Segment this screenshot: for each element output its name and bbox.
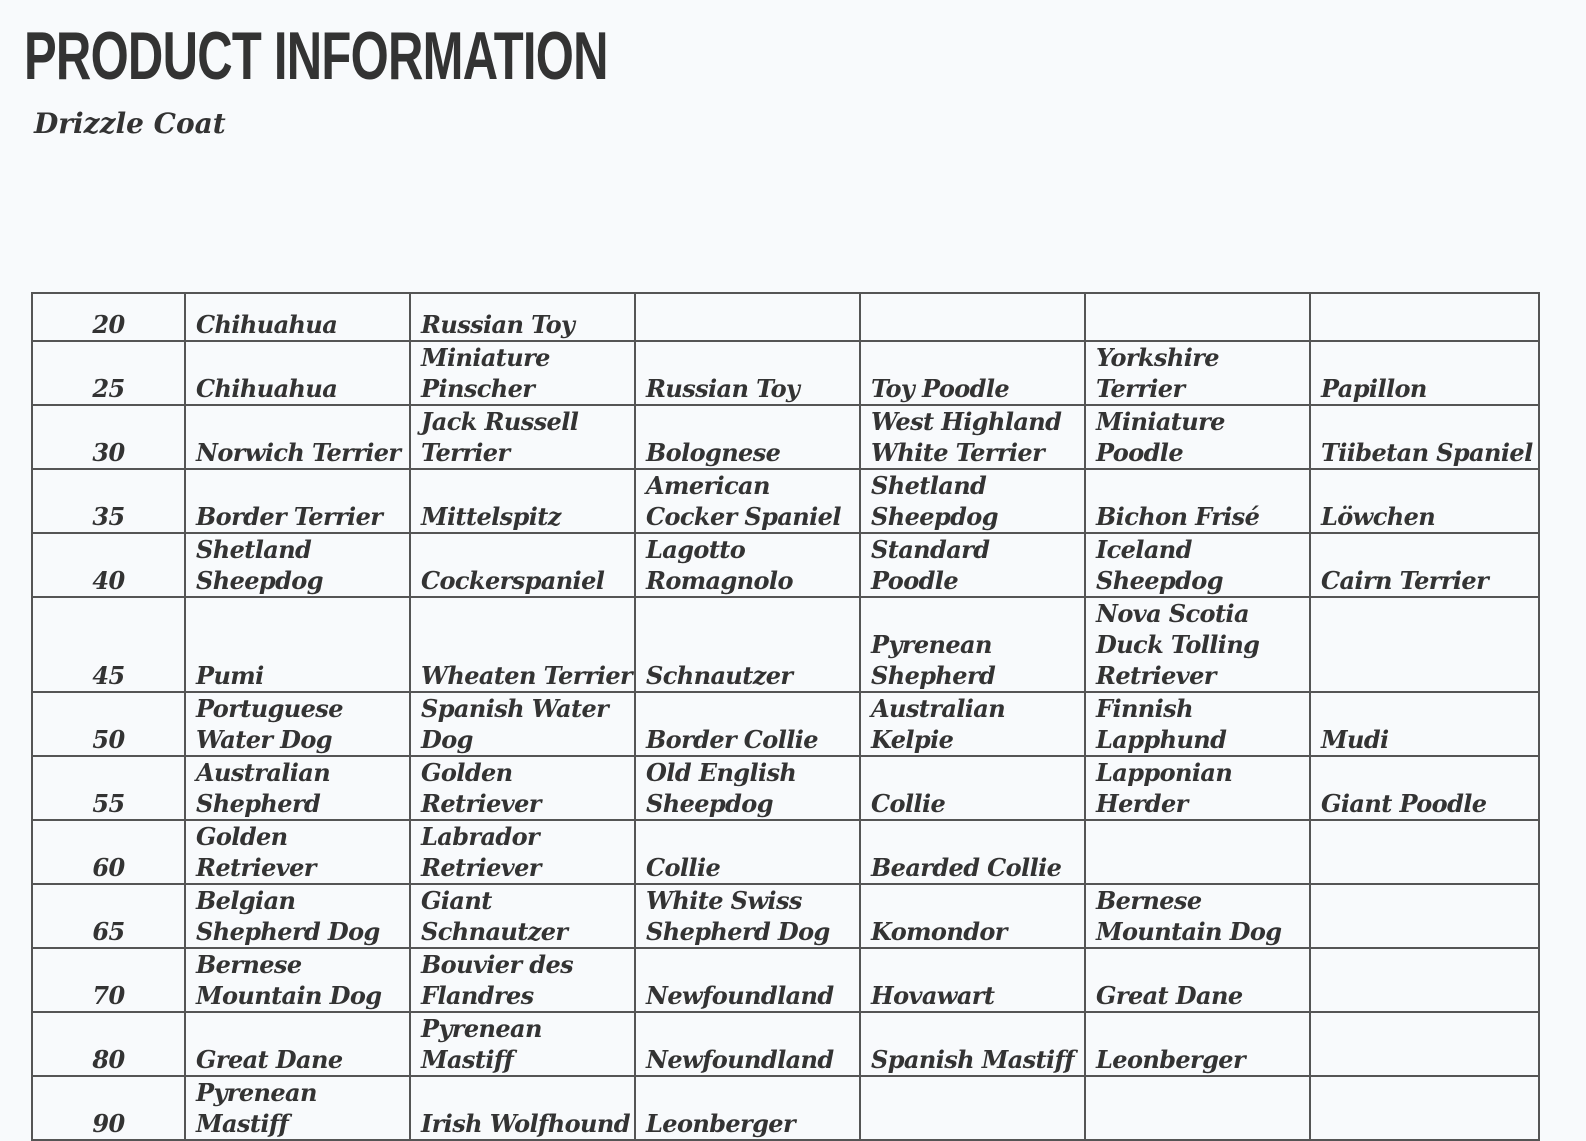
breed-cell: Bernese Mountain Dog <box>185 948 410 1012</box>
size-cell: 40 <box>32 533 185 597</box>
table-row <box>32 884 1539 948</box>
breed-cell: Papillon <box>1310 341 1539 405</box>
breed-cell: Löwchen <box>1310 469 1539 533</box>
breed-cell: Bichon Frisé <box>1085 469 1310 533</box>
breed-cell: Shetland Sheepdog <box>860 469 1085 533</box>
breed-cell: Standard Poodle <box>860 533 1085 597</box>
breed-cell: Giant Schnautzer <box>410 884 635 948</box>
size-cell: 30 <box>32 405 185 469</box>
product-name: Drizzle Coat <box>34 107 226 140</box>
breed-cell: Pyrenean Mastiff <box>410 1012 635 1076</box>
breed-cell <box>1085 1076 1310 1140</box>
size-cell: 70 <box>32 948 185 1012</box>
table-row <box>32 597 1539 692</box>
breed-size-table <box>31 292 1540 1141</box>
breed-cell: Mudi <box>1310 692 1539 756</box>
size-cell: 55 <box>32 756 185 820</box>
breed-cell: Newfoundland <box>635 1012 860 1076</box>
breed-cell: Irish Wolfhound <box>410 1076 635 1140</box>
breed-cell: Jack Russell Terrier <box>410 405 635 469</box>
size-cell: 65 <box>32 884 185 948</box>
table-row <box>32 341 1539 405</box>
breed-cell: Australian Shepherd <box>185 756 410 820</box>
size-cell: 90 <box>32 1076 185 1140</box>
breed-cell: American Cocker Spaniel <box>635 469 860 533</box>
breed-cell: Nova Scotia Duck Tolling Retriever <box>1085 597 1310 692</box>
breed-cell <box>1310 884 1539 948</box>
breed-cell: White Swiss Shepherd Dog <box>635 884 860 948</box>
breed-cell: Belgian Shepherd Dog <box>185 884 410 948</box>
breed-cell: Cockerspaniel <box>410 533 635 597</box>
breed-cell: Golden Retriever <box>185 820 410 884</box>
table-row <box>32 692 1539 756</box>
page-title: PRODUCT INFORMATION <box>24 18 608 94</box>
table-row <box>32 1076 1539 1140</box>
breed-cell: Mittelspitz <box>410 469 635 533</box>
breed-cell: Bernese Mountain Dog <box>1085 884 1310 948</box>
breed-cell <box>1310 1076 1539 1140</box>
size-cell: 35 <box>32 469 185 533</box>
breed-cell: Wheaten Terrier <box>410 597 635 692</box>
breed-cell: Iceland Sheepdog <box>1085 533 1310 597</box>
breed-cell: Old English Sheepdog <box>635 756 860 820</box>
breed-cell: Labrador Retriever <box>410 820 635 884</box>
breed-cell: Golden Retriever <box>410 756 635 820</box>
breed-cell: Toy Poodle <box>860 341 1085 405</box>
breed-cell <box>635 293 860 341</box>
size-cell: 25 <box>32 341 185 405</box>
breed-cell: Collie <box>860 756 1085 820</box>
breed-cell: Shetland Sheepdog <box>185 533 410 597</box>
size-cell: 80 <box>32 1012 185 1076</box>
breed-cell: Pyrenean Mastiff <box>185 1076 410 1140</box>
breed-cell: Spanish Mastiff <box>860 1012 1085 1076</box>
breed-cell: Schnautzer <box>635 597 860 692</box>
breed-cell: Great Dane <box>1085 948 1310 1012</box>
table-row <box>32 293 1539 341</box>
breed-cell: Tiibetan Spaniel <box>1310 405 1539 469</box>
breed-cell: Bouvier des Flandres <box>410 948 635 1012</box>
breed-cell: Border Collie <box>635 692 860 756</box>
table-row <box>32 1012 1539 1076</box>
breed-cell: Chihuahua <box>185 341 410 405</box>
breed-cell: Komondor <box>860 884 1085 948</box>
breed-cell: Miniature Pinscher <box>410 341 635 405</box>
table-row <box>32 469 1539 533</box>
size-cell: 60 <box>32 820 185 884</box>
breed-cell <box>1085 820 1310 884</box>
breed-cell: Yorkshire Terrier <box>1085 341 1310 405</box>
table-row <box>32 405 1539 469</box>
breed-cell: Finnish Lapphund <box>1085 692 1310 756</box>
size-cell: 45 <box>32 597 185 692</box>
breed-cell: Great Dane <box>185 1012 410 1076</box>
breed-cell: Pyrenean Shepherd <box>860 597 1085 692</box>
size-cell: 50 <box>32 692 185 756</box>
breed-cell: Portuguese Water Dog <box>185 692 410 756</box>
breed-cell: Leonberger <box>635 1076 860 1140</box>
breed-cell <box>1310 820 1539 884</box>
table-row <box>32 820 1539 884</box>
breed-cell: Giant Poodle <box>1310 756 1539 820</box>
table-row <box>32 533 1539 597</box>
breed-cell: Newfoundland <box>635 948 860 1012</box>
breed-cell: Cairn Terrier <box>1310 533 1539 597</box>
breed-cell: Hovawart <box>860 948 1085 1012</box>
breed-cell: Lagotto Romagnolo <box>635 533 860 597</box>
breed-cell <box>1085 293 1310 341</box>
breed-cell: Lapponian Herder <box>1085 756 1310 820</box>
breed-cell <box>1310 1012 1539 1076</box>
breed-cell: Miniature Poodle <box>1085 405 1310 469</box>
breed-cell <box>1310 293 1539 341</box>
breed-cell: Norwich Terrier <box>185 405 410 469</box>
breed-cell: Russian Toy <box>635 341 860 405</box>
breed-cell: Border Terrier <box>185 469 410 533</box>
breed-cell: Australian Kelpie <box>860 692 1085 756</box>
breed-cell: Leonberger <box>1085 1012 1310 1076</box>
breed-cell <box>860 293 1085 341</box>
breed-cell: Collie <box>635 820 860 884</box>
breed-cell <box>860 1076 1085 1140</box>
breed-cell: West Highland White Terrier <box>860 405 1085 469</box>
size-cell: 20 <box>32 293 185 341</box>
breed-cell: Bearded Collie <box>860 820 1085 884</box>
breed-cell: Spanish Water Dog <box>410 692 635 756</box>
breed-cell: Pumi <box>185 597 410 692</box>
breed-cell <box>1310 597 1539 692</box>
breed-cell: Russian Toy <box>410 293 635 341</box>
table-row <box>32 756 1539 820</box>
breed-cell <box>1310 948 1539 1012</box>
table-row <box>32 948 1539 1012</box>
breed-cell: Chihuahua <box>185 293 410 341</box>
breed-cell: Bolognese <box>635 405 860 469</box>
